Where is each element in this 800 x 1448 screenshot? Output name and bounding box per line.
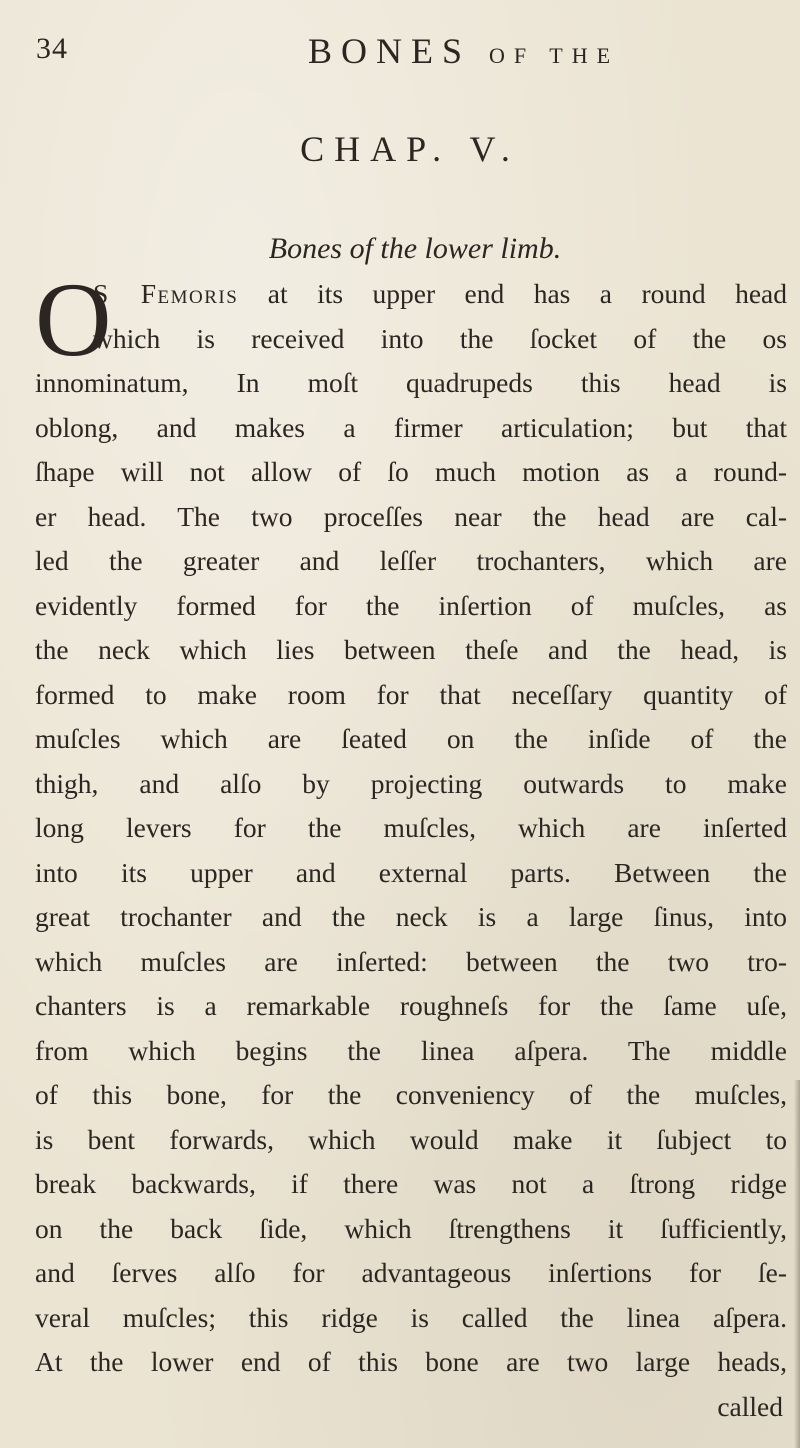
text-line-6: er head. The two proceſſes near the head are cal- (35, 500, 787, 532)
text-line-8: evidently formed for the inſertion of muſcles, as (35, 589, 787, 621)
text-line-11: muſcles which are ſeated on the inſide of the (35, 723, 787, 754)
text-line-19: of this bone, for the conveniency of the muſcles, (35, 1079, 787, 1110)
text-line-12: thigh, and alſo by projecting outwards to make (35, 767, 787, 799)
text-line-3: innominatum, In moſt quadrupeds this head is (35, 367, 787, 398)
text-line-22: on the back ſide, which ſtrengthens it ſufficiently, (35, 1212, 787, 1244)
first-word-smallcaps: S Femoris (93, 278, 239, 309)
text-line-9: the neck which lies between theſe and the head, is (35, 634, 787, 665)
text-line-20: is bent forwards, which would make it ſubject to (35, 1123, 787, 1155)
running-title-small: OF THE (489, 43, 620, 68)
running-head (36, 24, 776, 74)
text-line-16: which muſcles are inſerted: between the two tro- (35, 945, 787, 977)
text-line-21: break backwards, if there was not a ſtrong ridge (35, 1168, 787, 1199)
catchword: called (717, 1390, 783, 1422)
text-line-23: and ſerves alſo for advantageous inſertions for ſe- (35, 1257, 787, 1288)
chapter-heading: CHAP. V. (300, 129, 520, 169)
text-line-17: chanters is a remarkable roughneſs for the ſame uſe, (35, 990, 787, 1021)
running-title-main: BONES (308, 31, 472, 71)
text-line-15: great trochanter and the neck is a large ſinus, into (35, 901, 787, 932)
text-line-1 (35, 272, 787, 317)
running-title (308, 30, 619, 72)
chapter-subtitle: Bones of the lower limb. (268, 232, 562, 265)
text-line-2: which is received into the ſocket of the os (93, 322, 787, 354)
text-line-18: from which begins the linea aſpera. The middle (35, 1034, 787, 1066)
text-line-5: ſhape will not allow of ſo much motion as a round- (35, 456, 787, 487)
page-number: 34 (36, 32, 68, 65)
text-line-7: led the greater and leſſer trochanters, which are (35, 545, 787, 576)
drop-cap: O (35, 261, 112, 378)
text-line-4: oblong, and makes a firmer articulation; but that (35, 411, 787, 443)
text-line-14: into its upper and external parts. Between the (35, 856, 787, 888)
text-line-24: veral muſcles; this ridge is called the linea aſpera. (35, 1301, 787, 1333)
page-edge-shadow (794, 1080, 800, 1448)
text-line-1-rest: at its upper end has a round head (238, 278, 787, 309)
body-text (35, 261, 787, 1429)
text-line-25: At the lower end of this bone are two large heads, (35, 1346, 787, 1377)
text-line-10: formed to make room for that neceſſary quantity of (35, 678, 787, 710)
text-line-13: long levers for the muſcles, which are inſerted (35, 812, 787, 843)
